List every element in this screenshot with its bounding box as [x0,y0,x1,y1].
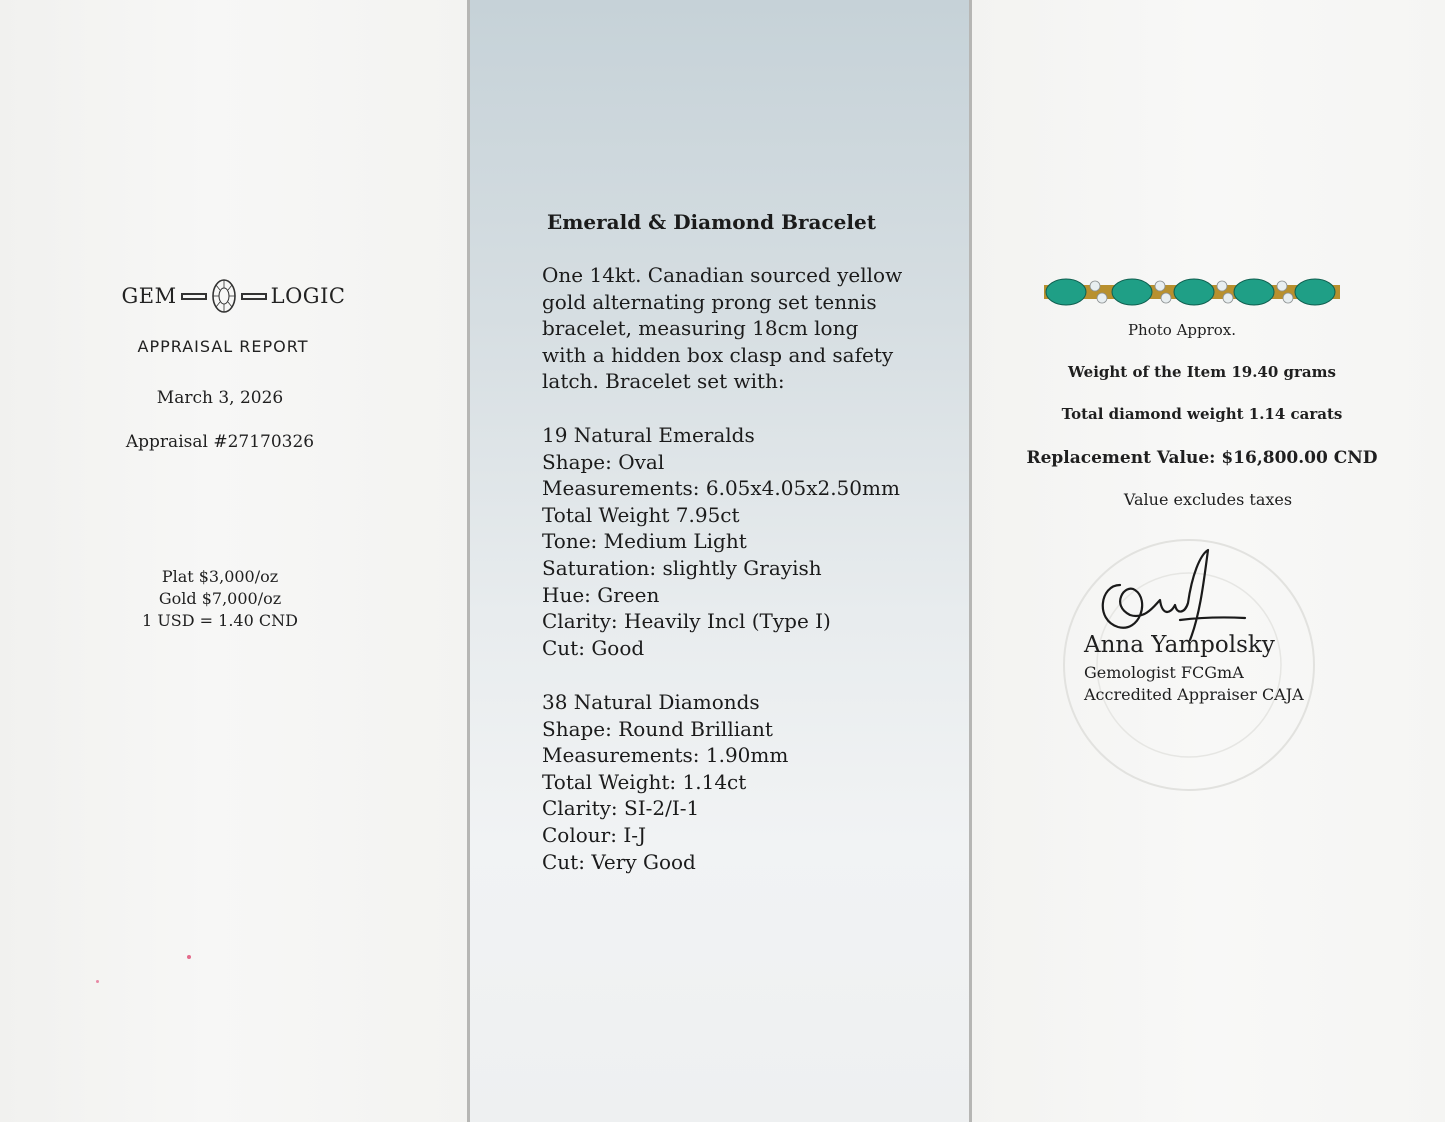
report-date: March 3, 2026 [156,388,284,408]
emerald-specs [542,422,900,661]
right-panel [972,0,1445,1122]
left-panel [0,0,467,1122]
diamond-spec: Colour: I-J [542,822,646,847]
logo-word-right: LOGIC [270,284,346,308]
middle-panel [467,0,972,1122]
diamond-weight: Total diamond weight 1.14 carats [1061,405,1343,423]
rate-gold: Gold $7,000/oz [158,589,282,608]
diamond-spec: Shape: Round Brilliant [542,716,773,741]
logo-bar-left [181,293,207,300]
signer-name: Anna Yampolsky [1084,632,1275,658]
diamond-specs [542,689,788,875]
description-line: with a hidden box clasp and safety [542,342,894,367]
description-line: One 14kt. Canadian sourced yellow [542,263,903,287]
metal-rates [0,566,440,632]
emerald-spec: Clarity: Heavily Incl (Type I) [542,609,831,634]
emerald-spec: Saturation: slightly Grayish [542,555,822,580]
paper-speck [187,955,191,959]
oval-gem-icon [211,278,237,314]
emerald-spec: Shape: Oval [542,449,665,474]
description-line: bracelet, measuring 18cm long [542,316,859,340]
description-line: latch. Bracelet set with: [542,369,785,393]
diamond-spec: 38 Natural Diamonds [542,690,760,714]
diamond-spec: Clarity: SI-2/I-1 [542,796,700,821]
photo-caption: Photo Approx. [1127,321,1237,339]
signer-credential: Gemologist FCGmA [1084,663,1244,682]
signer-accreditation: Accredited Appraiser CAJA [1084,685,1304,704]
item-weight: Weight of the Item 19.40 grams [1068,363,1336,381]
diamond-spec: Cut: Very Good [542,849,696,874]
item-description [542,262,902,395]
emerald-spec: Tone: Medium Light [542,529,747,554]
paper-speck [96,980,99,983]
logo-bar-right [241,293,267,300]
tax-note: Value excludes taxes [1123,490,1293,509]
emerald-spec: Measurements: 6.05x4.05x2.50mm [542,476,900,501]
emerald-spec: Cut: Good [542,635,645,660]
signature-icon [1080,545,1260,645]
item-title: Emerald & Diamond Bracelet [547,210,876,234]
rate-platinum: Plat $3,000/oz [161,567,279,586]
diamond-spec: Measurements: 1.90mm [542,743,789,768]
emerald-spec: Hue: Green [542,582,660,607]
diamond-spec: Total Weight: 1.14ct [542,769,747,794]
replacement-value: Replacement Value: $16,800.00 CND [1026,448,1378,468]
description-line: gold alternating prong set tennis [542,289,877,314]
logo-word-left: GEM [121,284,177,308]
report-title: APPRAISAL REPORT [137,337,309,356]
emerald-spec: 19 Natural Emeralds [542,423,755,447]
appraisal-number: Appraisal #27170326 [125,432,315,452]
gem-logic-logo [0,276,467,316]
bracelet-photo [1044,275,1340,309]
emerald-spec: Total Weight 7.95ct [542,502,740,527]
rate-exchange: 1 USD = 1.40 CND [142,611,298,630]
